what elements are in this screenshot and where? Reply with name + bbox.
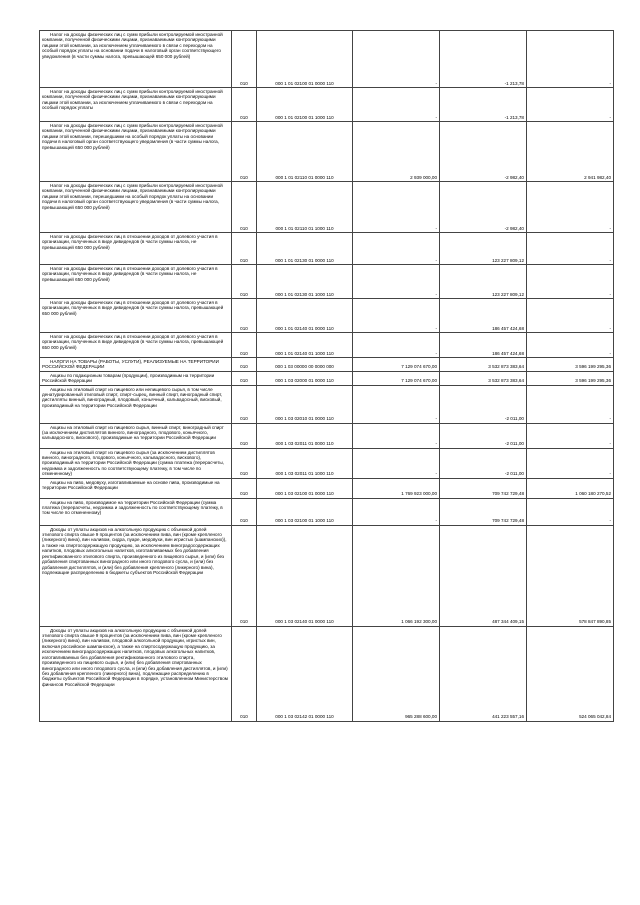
- row-kbk-cell: 000 1 01 02130 01 0000 110: [257, 233, 353, 265]
- row-name-cell: Налог на доходы физических лиц с сумм прибыли контролируемой иностранной компании, полученной физическими лицами, признаваемыми контролирующими лицами этой компании, за исключением уплачиваемого в связи с переходом на особый порядок уплаты на основании подачи в налоговый орган соответствующего уведомления (в части суммы налога, превышающей 650 000 рублей): [40, 31, 232, 88]
- row-executed-cell: 3 532 873 383,64: [440, 358, 527, 372]
- row-approved-cell: -: [353, 498, 440, 525]
- row-code-cell: 010: [232, 498, 257, 525]
- row-kbk-cell: 000 1 03 02100 01 1000 110: [257, 498, 353, 525]
- row-approved-cell: -: [353, 233, 440, 265]
- row-name-cell: Акцизы на этиловый спирт из пищевого сырья (за исключением дистиллятов винного, виноградного, плодового, коньячного, кальвадосного, вискового), производимый на территории Российской Федерации (сумма платежа (перерасчеты, недоимка и задолженность по соответствующему платежу, в том числе по отмененному): [40, 448, 232, 478]
- row-unexecuted-cell: -: [527, 265, 614, 299]
- table-row: [40, 182, 614, 233]
- row-unexecuted-cell: -: [527, 233, 614, 265]
- row-kbk-cell: 000 1 03 02000 01 0000 110: [257, 371, 353, 385]
- row-code-cell: 010: [232, 478, 257, 498]
- row-executed-cell: -2 011,00: [440, 423, 527, 448]
- row-code-cell: 010: [232, 448, 257, 478]
- row-name-cell: Налог на доходы физических лиц в отношении доходов от долевого участия в организации, полученных в виде дивидендов (в части суммы налога, превышающей 650 000 рублей): [40, 299, 232, 333]
- table-row: [40, 88, 614, 122]
- row-code-cell: 010: [232, 423, 257, 448]
- row-unexecuted-cell: 3 596 199 295,36: [527, 358, 614, 372]
- row-approved-cell: -: [353, 333, 440, 358]
- row-code-cell: 010: [232, 233, 257, 265]
- row-executed-cell: 3 532 873 383,64: [440, 371, 527, 385]
- row-kbk-cell: 000 1 01 02100 01 1000 110: [257, 88, 353, 122]
- row-unexecuted-cell: -: [527, 423, 614, 448]
- row-name-cell: Налог на доходы физических лиц в отношении доходов от долевого участия в организации, полученных в виде дивидендов (в части суммы налога, не превышающей 650 000 рублей): [40, 265, 232, 299]
- row-code-cell: 010: [232, 265, 257, 299]
- report-page: [39, 30, 611, 722]
- row-code-cell: 010: [232, 371, 257, 385]
- row-unexecuted-cell: -: [527, 88, 614, 122]
- row-approved-cell: 2 939 000,00: [353, 122, 440, 182]
- table-row: [40, 31, 614, 88]
- row-approved-cell: -: [353, 265, 440, 299]
- table-row: [40, 385, 614, 423]
- row-unexecuted-cell: -: [527, 448, 614, 478]
- row-name-cell: НАЛОГИ НА ТОВАРЫ (РАБОТЫ, УСЛУГИ), РЕАЛИЗУЕМЫЕ НА ТЕРРИТОРИИ РОССИЙСКОЙ ФЕДЕРАЦИИ: [40, 358, 232, 372]
- row-executed-cell: -2 011,00: [440, 448, 527, 478]
- row-executed-cell: 487 344 409,15: [440, 525, 527, 626]
- table-row: [40, 265, 614, 299]
- table-row: [40, 333, 614, 358]
- row-kbk-cell: 000 1 03 00000 00 0000 000: [257, 358, 353, 372]
- row-executed-cell: -2 011,00: [440, 385, 527, 423]
- row-name-cell: Налог на доходы физических лиц в отношении доходов от долевого участия в организации, полученных в виде дивидендов (в части суммы налога, не превышающей 650 000 рублей): [40, 233, 232, 265]
- row-approved-cell: -: [353, 182, 440, 233]
- table-row: [40, 498, 614, 525]
- table-row: [40, 525, 614, 626]
- row-unexecuted-cell: -: [527, 333, 614, 358]
- row-unexecuted-cell: 578 847 890,85: [527, 525, 614, 626]
- row-approved-cell: -: [353, 448, 440, 478]
- table-row: [40, 358, 614, 372]
- row-kbk-cell: 000 1 01 02140 01 0000 110: [257, 299, 353, 333]
- table-row: [40, 122, 614, 182]
- row-kbk-cell: 000 1 01 02100 01 0000 110: [257, 31, 353, 88]
- row-unexecuted-cell: 524 065 042,84: [527, 626, 614, 721]
- row-unexecuted-cell: -: [527, 385, 614, 423]
- row-code-cell: 010: [232, 358, 257, 372]
- row-code-cell: 010: [232, 385, 257, 423]
- budget-income-table: [39, 30, 614, 722]
- row-name-cell: Налог на доходы физических лиц с сумм прибыли контролируемой иностранной компании, полученной физическими лицами, признаваемыми контролирующими лицами этой компании, за исключением уплачиваемого в связи с переходом на особый порядок уплаты: [40, 88, 232, 122]
- row-name-cell: Акцизы по подакцизным товарам (продукции), производимым на территории Российской Федерации: [40, 371, 232, 385]
- row-code-cell: 010: [232, 182, 257, 233]
- row-name-cell: Доходы от уплаты акцизов на алкогольную продукцию с объемной долей этилового спирта свыше 9 процентов (за исключением пива, вин (кроме крепленого (ликерного) вина), вин наливом, плодовой алкогольной продукции, игристых вин, включая российское шампанское), а также на спиртосодержащую продукцию, за исключением виноградосодержащих напитков, плодовых алкогольных напитков, изготавливаемых без добавления ректификованного этилового спирта, произведенного из пищевого сырья, и (или) без добавления спиртованных виноградного или иного плодового сусла, и (или) без добавления дистиллятов, и (или) без добавления крепленого (ликерного) вина), подлежащие распределению в бюджеты субъектов Российской Федерации в порядке, установленном Министерством финансов Российской Федерации: [40, 626, 232, 721]
- row-approved-cell: -: [353, 299, 440, 333]
- row-executed-cell: -1 213,78: [440, 31, 527, 88]
- row-kbk-cell: 000 1 01 02110 01 0000 110: [257, 122, 353, 182]
- row-name-cell: Акцизы на этиловый спирт из пищевого сырья, винный спирт, виноградный спирт (за исключением дистиллятов винного, виноградного, плодового, коньячного, кальвадосного, вискового), производимые на территории Российской Федерации: [40, 423, 232, 448]
- table-row: [40, 233, 614, 265]
- row-approved-cell: -: [353, 31, 440, 88]
- row-kbk-cell: 000 1 03 02140 01 0000 110: [257, 525, 353, 626]
- row-name-cell: Акцизы на этиловый спирт из пищевого или непищевого сырья, в том числе денатурированный этиловый спирт, спирт-сырец, винный спирт, виноградный спирт, дистилляты винный, виноградный, плодовый, коньячный, кальвадосный, висковый, производимый на территории Российской Федерации: [40, 385, 232, 423]
- row-name-cell: Налог на доходы физических лиц с сумм прибыли контролируемой иностранной компании, полученной физическими лицами, признаваемыми контролирующими лицами этой компании, перешедшими на особый порядок уплаты на основании подачи в налоговый орган соответствующего уведомления (в части суммы налога, превышающей 650 000 рублей): [40, 182, 232, 233]
- row-kbk-cell: 000 1 03 02011 01 0000 110: [257, 423, 353, 448]
- row-kbk-cell: 000 1 03 02100 01 0000 110: [257, 478, 353, 498]
- row-unexecuted-cell: -: [527, 299, 614, 333]
- row-code-cell: 010: [232, 525, 257, 626]
- row-code-cell: 010: [232, 122, 257, 182]
- row-executed-cell: 709 742 729,48: [440, 498, 527, 525]
- table-row: [40, 299, 614, 333]
- row-unexecuted-cell: -: [527, 31, 614, 88]
- row-executed-cell: 186 457 424,68: [440, 299, 527, 333]
- row-approved-cell: -: [353, 423, 440, 448]
- row-kbk-cell: 000 1 03 02010 01 0000 110: [257, 385, 353, 423]
- row-executed-cell: 709 742 729,48: [440, 478, 527, 498]
- row-approved-cell: 7 129 074 670,00: [353, 371, 440, 385]
- row-name-cell: Акцизы на пиво, медовуху, изготавливаемые на основе пива, производимые на территории Российской Федерации: [40, 478, 232, 498]
- row-approved-cell: 1 769 923 000,00: [353, 478, 440, 498]
- table-row: [40, 448, 614, 478]
- row-kbk-cell: 000 1 03 02142 01 0000 110: [257, 626, 353, 721]
- row-kbk-cell: 000 1 01 02110 01 1000 110: [257, 182, 353, 233]
- row-executed-cell: 441 223 557,16: [440, 626, 527, 721]
- row-approved-cell: 965 288 600,00: [353, 626, 440, 721]
- row-code-cell: 010: [232, 88, 257, 122]
- row-executed-cell: -2 982,40: [440, 122, 527, 182]
- row-kbk-cell: 000 1 03 02011 01 1000 110: [257, 448, 353, 478]
- row-approved-cell: -: [353, 385, 440, 423]
- row-executed-cell: 186 457 424,68: [440, 333, 527, 358]
- row-executed-cell: 123 227 809,12: [440, 265, 527, 299]
- row-unexecuted-cell: 2 941 982,40: [527, 122, 614, 182]
- row-kbk-cell: 000 1 01 02140 01 1000 110: [257, 333, 353, 358]
- row-unexecuted-cell: -: [527, 498, 614, 525]
- table-row: [40, 371, 614, 385]
- row-kbk-cell: 000 1 01 02130 01 1000 110: [257, 265, 353, 299]
- row-code-cell: 010: [232, 626, 257, 721]
- row-executed-cell: -2 982,40: [440, 182, 527, 233]
- row-code-cell: 010: [232, 31, 257, 88]
- row-unexecuted-cell: -: [527, 182, 614, 233]
- row-name-cell: Налог на доходы физических лиц в отношении доходов от долевого участия в организации, полученных в виде дивидендов (в части суммы налога, превышающей 650 000 рублей): [40, 333, 232, 358]
- row-unexecuted-cell: 3 596 199 295,36: [527, 371, 614, 385]
- table-row: [40, 626, 614, 721]
- row-code-cell: 010: [232, 299, 257, 333]
- row-approved-cell: 1 066 192 300,00: [353, 525, 440, 626]
- row-name-cell: Налог на доходы физических лиц с сумм прибыли контролируемой иностранной компании, полученной физическими лицами, признаваемыми контролирующими лицами этой компании, перешедшими на особый порядок уплаты на основании подачи в налоговый орган соответствующего уведомления (в части суммы налога, превышающей 650 000 рублей): [40, 122, 232, 182]
- row-executed-cell: -1 213,78: [440, 88, 527, 122]
- row-code-cell: 010: [232, 333, 257, 358]
- row-approved-cell: 7 129 074 670,00: [353, 358, 440, 372]
- row-executed-cell: 123 227 809,12: [440, 233, 527, 265]
- row-unexecuted-cell: 1 060 180 270,52: [527, 478, 614, 498]
- row-approved-cell: -: [353, 88, 440, 122]
- table-row: [40, 423, 614, 448]
- row-name-cell: Доходы от уплаты акцизов на алкогольную продукцию с объемной долей этилового спирта свыше 9 процентов (за исключением пива, вин (кроме крепленого (ликерного) вина), вин наливом, сидра, пуаре, медовухи, вин игристых (шампанских)), а также на спиртосодержащую продукцию, за исключением виноградосодержащих напитков, плодовых алкогольных напитков, изготавливаемых без добавления ректификованного этилового спирта, произведенного из пищевого сырья, и (или) без добавления спиртованных виноградного или иного плодового сусла, и (или) без добавления дистиллятов, и (или) без добавления крепленого (ликерного) вина), подлежащие распределению в бюджеты субъектов Российской Федерации: [40, 525, 232, 626]
- row-name-cell: Акцизы на пиво, производимое на территории Российской Федерации (сумма платежа (перерасчеты, недоимка и задолженность по соответствующему платежу, в том числе по отмененному): [40, 498, 232, 525]
- table-row: [40, 478, 614, 498]
